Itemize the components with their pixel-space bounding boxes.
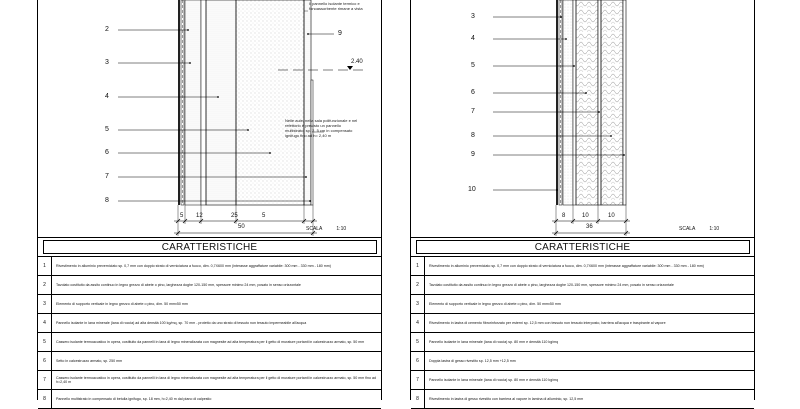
row-description: Elemento di supporto verticale in legno grezzo di abete o pino, dim. 50 mmx50 mm <box>56 301 188 306</box>
row-description: Doppia lastra di gesso rivestito sp. 12,5 mm +12,5 mm <box>429 358 516 363</box>
row-number: 2 <box>38 276 52 294</box>
table-row <box>411 333 754 352</box>
table-row <box>38 333 381 352</box>
callout-number: 5 <box>471 62 475 69</box>
callout-number: 2 <box>105 26 109 33</box>
elevation-label: 2.40 <box>351 59 363 65</box>
row-number: 1 <box>411 257 425 275</box>
row-description: Pannello isolante in lana minerale (lana di roccia) sp. 80 mm e densità 110 kg/mq <box>429 339 559 344</box>
callout-number: 5 <box>105 126 109 133</box>
callout-number: 7 <box>471 108 475 115</box>
dimension-label: 5 <box>180 213 184 219</box>
table-row <box>38 352 381 371</box>
row-number: 3 <box>38 295 52 313</box>
dimension-label: 25 <box>231 213 238 219</box>
table-row <box>38 257 381 276</box>
row-description: Pannello multistrato in compensato di betulla ignifugo, sp. 18 mm, h=2,40 m dal piano di calpestio <box>56 396 212 401</box>
scale-indicator <box>306 226 346 232</box>
dimension-total: 36 <box>586 224 593 230</box>
row-number: 7 <box>411 371 425 389</box>
dimension-label: 10 <box>582 213 589 219</box>
row-description: Elemento di supporto verticale in legno grezzo di abete o pino, dim. 50 mmx50 mm <box>429 301 561 306</box>
row-number: 4 <box>38 314 52 332</box>
dimension-label: 8 <box>562 213 566 219</box>
row-number: 2 <box>411 276 425 294</box>
row-description: Pannello isolante in lana minerale (lana di roccia) ad alta densità 100 kg/mq, sp. 70 mm - protetto da uno strato di tessuto non tessuto impermeabile all'acqua <box>56 320 307 325</box>
row-description: Cassero isolante termoacustico in opera, costituito da pannelli in lana di legno mineralizzata con magnesite ad alta temperatura per il getto di murature portanti in calcestruzzo armato, sp. 50 mm fino ad h=2,40 m <box>56 375 377 384</box>
row-number: 8 <box>38 390 52 408</box>
table-row <box>411 314 754 333</box>
row-number: 4 <box>411 314 425 332</box>
dimension-label: 12 <box>196 213 203 219</box>
table-row <box>38 314 381 333</box>
characteristics-title: CARATTERISTICHE <box>416 240 750 254</box>
wall-section-svg-right <box>411 0 754 237</box>
table-row <box>411 295 754 314</box>
row-number: 5 <box>38 333 52 351</box>
table-row <box>38 295 381 314</box>
characteristics-table-left <box>38 257 381 409</box>
table-row <box>38 371 381 390</box>
callout-number: 4 <box>471 35 475 42</box>
dimension-label: 5 <box>262 213 266 219</box>
characteristics-header <box>38 237 381 257</box>
table-row <box>411 276 754 295</box>
callout-number: 3 <box>471 13 475 20</box>
scale-indicator <box>679 226 719 232</box>
table-row <box>411 257 754 276</box>
note-top: Il pannello isolante termico e fonoassorbente rimane a vista <box>309 1 363 11</box>
callout-number: 10 <box>468 186 476 193</box>
callout-number: 9 <box>338 30 342 37</box>
row-description: Rivestimento in alluminio preverniciato sp. 0,7 mm con doppio strato di verniciatura a fuoco, dim. 0,7X600 mm (interasse aggraffature variabile: 300 mm - 330 mm - 180 mm) <box>429 263 704 268</box>
table-row <box>411 371 754 390</box>
row-description: Rivestimento in alluminio preverniciato sp. 0,7 mm con doppio strato di verniciatura a fuoco, dim. 0,7X600 mm (interasse aggraffature variabile: 300 mm - 330 mm - 180 mm) <box>56 263 331 268</box>
row-description: Setto in calcestruzzo armato, sp. 250 mm <box>56 358 123 363</box>
row-description: Rivestimento in lastra di gesso rivestito con barriera al vapore in lamina di alluminio, sp. 12,5 mm <box>429 396 584 401</box>
scale-value: 1:10 <box>336 226 347 232</box>
scale-label: SCALA <box>679 226 696 232</box>
row-number: 6 <box>38 352 52 370</box>
dimension-total: 50 <box>238 224 245 230</box>
row-number: 1 <box>38 257 52 275</box>
section-drawing-right <box>411 0 754 237</box>
row-description: Tavolato costituito da assito continuo in legno grezzo di abete o pino, larghezza doghe 120-150 mm, spessore minimo 24 mm, posato in senso orizzontale <box>56 282 301 287</box>
callout-number: 3 <box>105 59 109 66</box>
callout-number: 9 <box>471 151 475 158</box>
callout-number: 7 <box>105 173 109 180</box>
characteristics-title: CARATTERISTICHE <box>43 240 377 254</box>
scale-label: SCALA <box>306 226 323 232</box>
row-description: Tavolato costituito da assito continuo in legno grezzo di abete o pino, larghezza doghe 120-150 mm, spessore minimo 24 mm, posato in senso orizzontale <box>429 282 674 287</box>
row-number: 3 <box>411 295 425 313</box>
callout-number: 6 <box>471 89 475 96</box>
section-drawing-left <box>38 0 381 237</box>
row-number: 5 <box>411 333 425 351</box>
detail-panel-right <box>410 0 755 400</box>
row-description: Rivestimento in lastra di cemento fibrorinforzato per esterni sp. 12,5 mm con tessuto non tessuto interposto, barriera all'acqua e traspirante al vapore <box>429 320 666 325</box>
characteristics-header <box>411 237 754 257</box>
row-description: Cassero isolante termoacustico in opera, costituito da pannelli in lana di legno mineralizzata con magnesite ad alta temperatura per il getto di murature portanti in calcestruzzo armato, sp. 50 mm <box>56 339 365 344</box>
callout-number: 4 <box>105 93 109 100</box>
table-row <box>411 352 754 371</box>
callout-number: 8 <box>471 132 475 139</box>
dimension-label: 10 <box>608 213 615 219</box>
row-number: 7 <box>38 371 52 389</box>
callout-number: 6 <box>105 149 109 156</box>
row-number: 8 <box>411 390 425 408</box>
characteristics-table-right <box>411 257 754 409</box>
note-mid: Nelle aule, nella sala polifunzionale e nel refettorio è previsto un pannello multistrato, sp. 2, 5 cm in compensato ignifugo fino ad h= 2,40 m <box>285 118 358 138</box>
detail-panel-left <box>37 0 382 400</box>
row-description: Pannello isolante in lana minerale (lana di roccia) sp. 80 mm e densità 110 kg/mq <box>429 377 559 382</box>
callout-number: 8 <box>105 197 109 204</box>
table-row <box>38 276 381 295</box>
scale-value: 1:10 <box>709 226 720 232</box>
row-number: 6 <box>411 352 425 370</box>
